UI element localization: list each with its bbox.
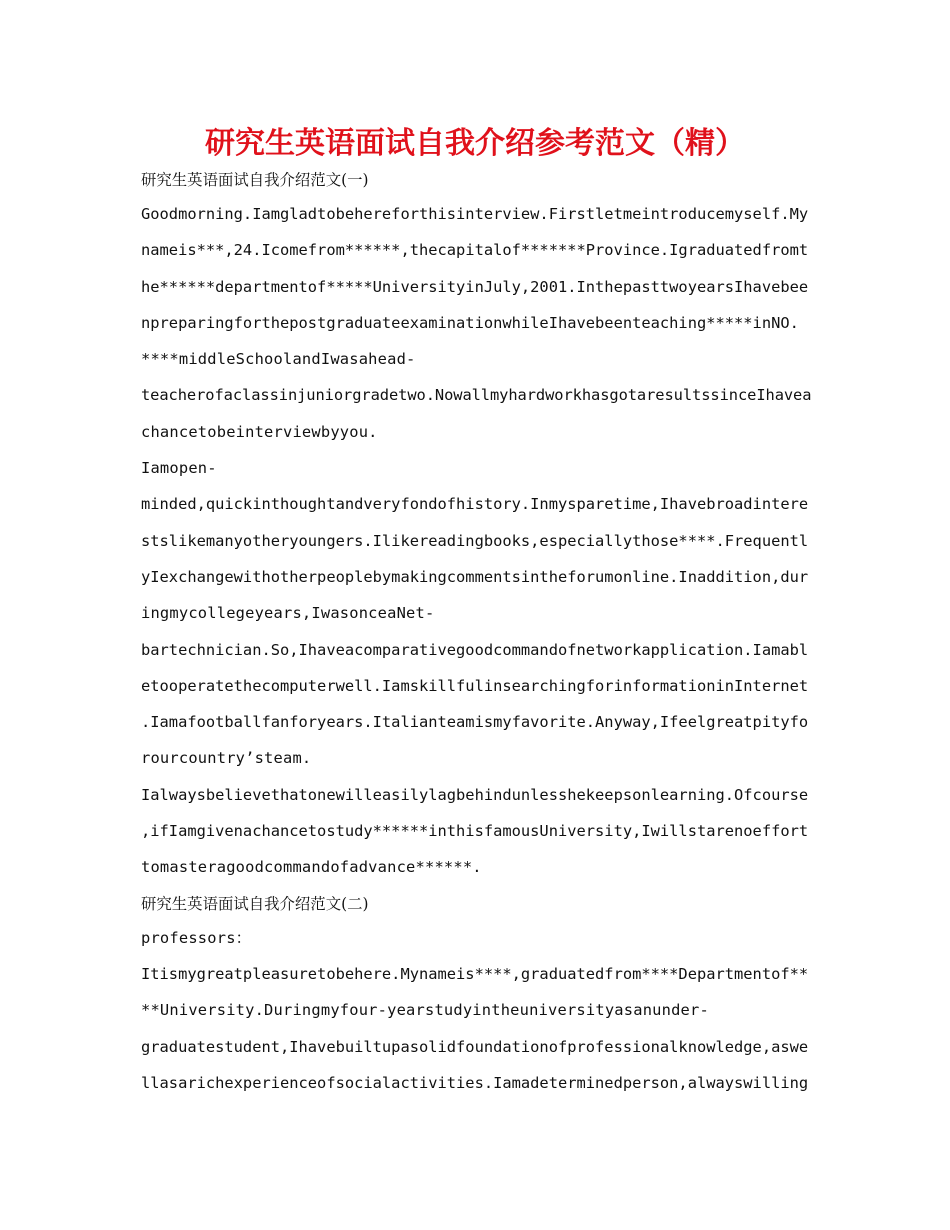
paragraph-line: ,ifIamgivenachancetostudy******inthisfamousUniversity,Iwillstarenoeffort xyxy=(141,822,809,841)
paragraph-line: bartechnician.So,Ihaveacomparativegoodcommandofnetworkapplication.Iamabl xyxy=(141,640,809,659)
paragraph-line: Goodmorning.Iamgladtobehereforthisinterview.Firstletmeintroducemyself.My xyxy=(141,205,809,223)
paragraph-line: minded,quickinthoughtandveryfondofhistory.Inmysparetime,Ihavebroadintere xyxy=(141,495,809,514)
paragraph-line: nameis***,24.Icomefrom******,thecapitalof*******Province.Igraduatedfromt xyxy=(141,241,809,260)
paragraph-line: rourcountry’steam. xyxy=(141,749,312,768)
paragraph-line: tomasteragoodcommandofadvance******. xyxy=(141,858,482,877)
document-body xyxy=(141,165,811,1104)
paragraph-line: Iamopen- xyxy=(141,459,217,478)
paragraph-line: stslikemanyotheryoungers.Ilikereadingbooks,especiallythose****.Frequentl xyxy=(141,531,809,550)
paragraph-line: teacherofaclassinjuniorgradetwo.NowallmyhardworkhasgotaresultssinceIhavea xyxy=(141,386,811,405)
paragraph-line: ingmycollegeyears,IwasonceaNet- xyxy=(141,604,435,623)
paragraph-line: npreparingforthepostgraduateexaminationwhileIhavebeenteaching*****inNO. xyxy=(141,313,799,332)
document-title: 研究生英语面试自我介绍参考范文（精） xyxy=(205,126,745,161)
paragraph-line: yIexchangewithotherpeoplebymakingcommentsintheforumonline.Inaddition,dur xyxy=(141,567,809,586)
paragraph-line: Itismygreatpleasuretobehere.Mynameis****,graduatedfrom****Departmentof** xyxy=(141,964,809,983)
paragraph-line: chancetobeinterviewbyyou. xyxy=(141,422,378,441)
section-heading: 研究生英语面试自我介绍范文(二) xyxy=(141,894,369,913)
section-heading: 研究生英语面试自我介绍范文(一) xyxy=(141,171,369,189)
paragraph-line: llasarichexperienceofsocialactivities.Iamadeterminedperson,alwayswilling xyxy=(141,1073,809,1092)
paragraph-line: etooperatethecomputerwell.IamskillfulinsearchingforinformationinInternet xyxy=(141,676,809,695)
paragraph-line: he******departmentof*****UniversityinJuly,2001.InthepasttwoyearsIhavebee xyxy=(141,277,809,296)
paragraph-line: professors： xyxy=(141,928,252,947)
paragraph-line: ****middleSchoolandIwasahead- xyxy=(141,350,416,369)
paragraph-line: Ialwaysbelievethatonewilleasilylagbehindunlesshekeepsonlearning.Ofcourse xyxy=(141,785,809,804)
paragraph-line: .Iamafootballfanforyears.Italianteamismyfavorite.Anyway,Ifeelgreatpityfo xyxy=(141,713,809,732)
paragraph-line: graduatestudent,Ihavebuiltupasolidfoundationofprofessionalknowledge,aswe xyxy=(141,1037,809,1056)
paragraph-line: **University.Duringmyfour-yearstudyintheuniversityasanunder- xyxy=(141,1001,709,1020)
